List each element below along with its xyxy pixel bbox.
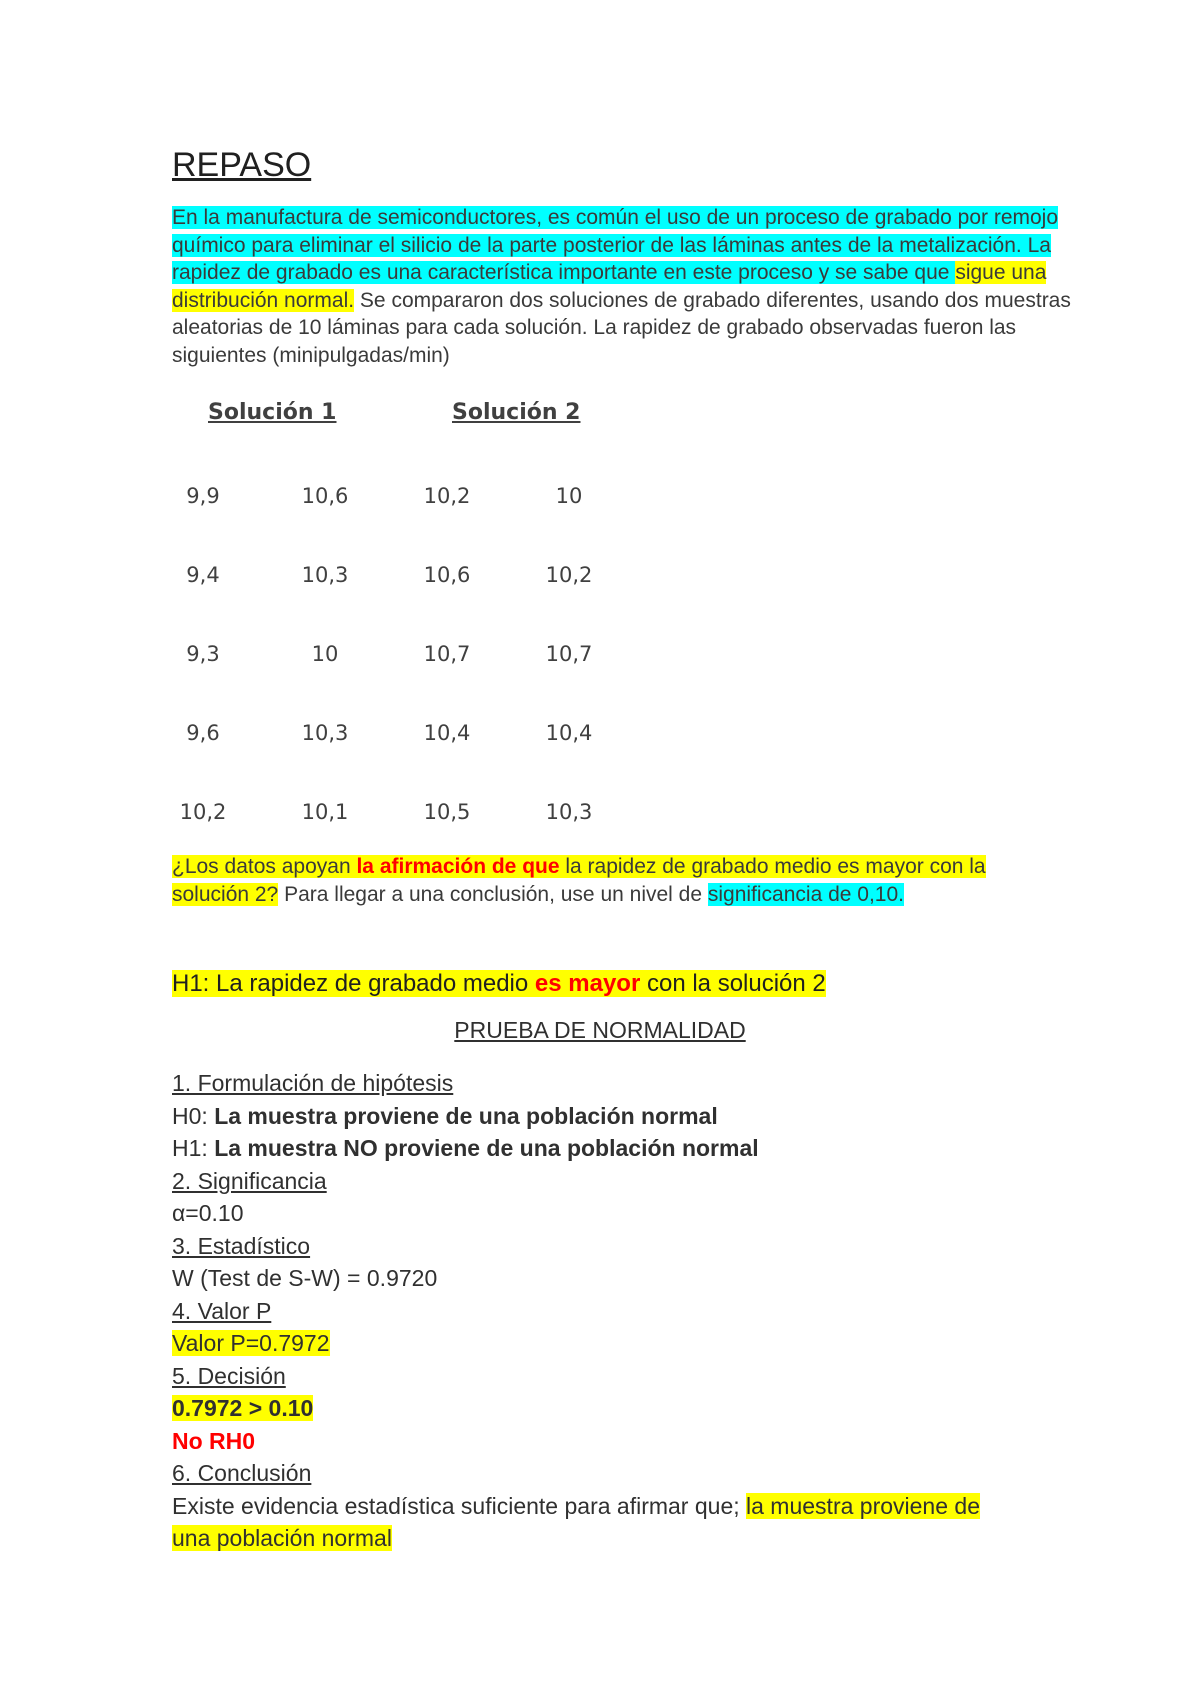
table-cell: 10,7: [423, 642, 471, 666]
header-solucion-1: Solución 1: [208, 400, 337, 425]
significance-highlight: significancia de 0,10: [707, 882, 899, 906]
table-cell: 10,6: [301, 484, 349, 508]
table-cell: 10,3: [545, 800, 593, 824]
table-cell: 10: [555, 484, 583, 508]
normality-steps: [172, 1067, 1072, 1555]
table-cell: 9,3: [186, 642, 220, 666]
normality-test-title: PRUEBA DE NORMALIDAD: [454, 1017, 746, 1043]
table-cell: 10,2: [179, 800, 227, 824]
alternative-hypothesis: [172, 970, 826, 998]
question-part-3: la rapidez de grabado medio es mayor con la solución 2?: [172, 855, 986, 906]
header-solucion-2: Solución 2: [452, 400, 581, 425]
step-1-heading: 1. Formulación de hipótesis: [172, 1070, 454, 1096]
table-cell: 10,3: [301, 721, 349, 745]
conclusion-part-a: Existe evidencia estadística suficiente para afirmar que;: [172, 1492, 747, 1519]
step-4-heading: 4. Valor P: [172, 1297, 272, 1324]
table-cell: 10,7: [545, 642, 593, 666]
step-2-heading: 2. Significancia: [172, 1167, 327, 1194]
question-emphasis: la afirmación de que: [356, 855, 560, 878]
conclusion-text: [172, 1490, 982, 1555]
compare-line: [172, 1392, 1072, 1425]
table-cell: 10,2: [545, 563, 593, 587]
pvalue-line: [172, 1327, 1072, 1360]
question-part-4: Para llegar a una conclusión, use un nivel de: [278, 882, 708, 906]
table-cell: 10,4: [423, 721, 471, 745]
decision-text: No RH0: [172, 1427, 256, 1454]
step-6-heading: 6. Conclusión: [172, 1460, 312, 1486]
table-cell: 10,6: [423, 563, 471, 587]
h1-part-a: H1: La rapidez de grabado medio: [172, 970, 535, 997]
table-cell: 10,1: [301, 800, 349, 824]
h1-part-c: con la solución 2: [640, 970, 826, 997]
h1-line: [172, 1132, 1072, 1165]
question-part-1: ¿Los datos apoyan: [172, 855, 357, 878]
table-cell: 10: [311, 642, 339, 666]
problem-statement: [172, 204, 1072, 369]
question-period: .: [898, 882, 904, 906]
conclusion-highlight: la muestra proviene de una población normal: [172, 1492, 980, 1551]
h0-line: [172, 1100, 1072, 1133]
intro-highlight-1: En la manufactura de semiconductores, es común el uso de un proceso de grabado por remojo químico para eliminar el silicio de la parte posterior de las láminas antes de la metalización.: [172, 206, 1059, 257]
table-cell: 9,6: [186, 721, 220, 745]
step-3-heading: 3. Estadístico: [172, 1232, 311, 1259]
table-cell: 10,3: [301, 563, 349, 587]
page-title: REPASO: [172, 146, 312, 184]
compare-highlight: 0.7972 > 0.10: [172, 1395, 314, 1421]
h1-text: La muestra NO proviene de una población normal: [214, 1135, 759, 1161]
intro-highlight-3: sigue una distribución normal.: [172, 261, 1047, 312]
table-cell: 10,4: [545, 721, 593, 745]
table-cell: 9,4: [186, 563, 220, 587]
h0-text: La muestra proviene de una población normal: [214, 1102, 718, 1129]
table-cell: 10,5: [423, 800, 471, 824]
table-cell: 9,9: [186, 484, 220, 508]
alpha-value: α=0.10: [172, 1200, 244, 1226]
question-paragraph: [172, 853, 1052, 908]
table-cell: 10,2: [423, 484, 471, 508]
h1-emphasis: es mayor: [534, 970, 641, 997]
h0-prefix: H0:: [172, 1102, 215, 1129]
intro-text: Se compararon dos soluciones de grabado diferentes, usando dos muestras aleatorias de 10 láminas para cada solución. La rapidez de grabado observadas fueron las siguientes (minipulgadas/min): [172, 288, 1071, 367]
intro-highlight-2: La rapidez de grabado es una característica importante en este proceso y se sabe que: [172, 233, 1051, 284]
pvalue-highlight: Valor P=0.7972: [172, 1330, 330, 1356]
h1-prefix: H1:: [172, 1135, 215, 1161]
statistic-value: W (Test de S-W) = 0.9720: [172, 1265, 438, 1291]
step-5-heading: 5. Decisión: [172, 1362, 286, 1389]
